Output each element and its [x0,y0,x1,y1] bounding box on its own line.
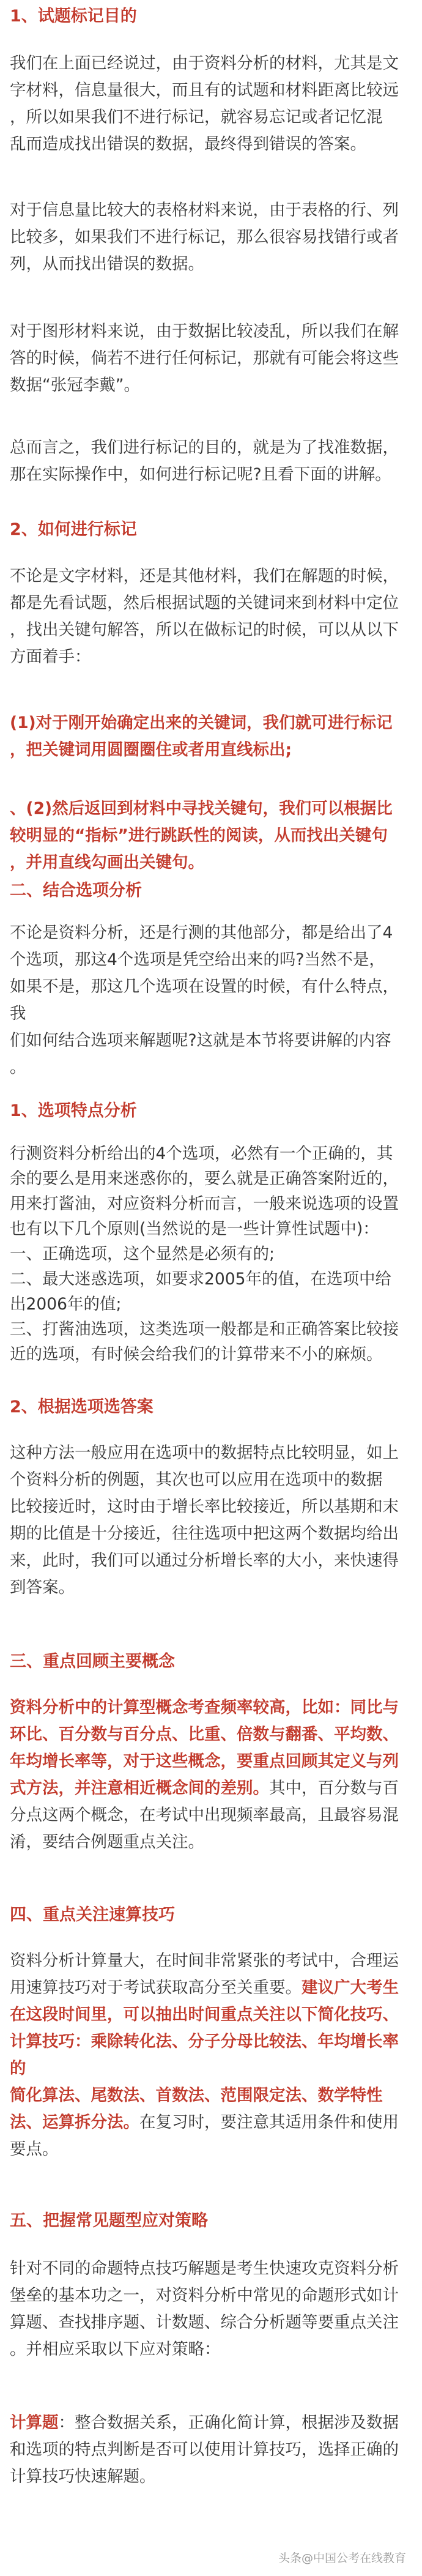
paragraph: 不论是资料分析，还是行测的其他部分，都是给出了4 个选项，那这4个选项是凭空给出来的吗?当然不是， 如果不是，那这几个选项在设置的时候，有什么特点，我 们如何结合选项来解题呢?这就是本节将要讲解的内容 。 [10,923,399,1077]
paragraph: 行测资料分析给出的4个选项，必然有一个正确的，其 余的要么是用来迷惑你的，要么就是正确答案附近的， 用来打酱油，对应资料分析而言，一般来说选项的设置 也有以下几个原则(当然说的是一些计算性试题中)： 一、正确选项，这个显然是必须有的; 二、最大迷惑选项，如要求2005年的值，在选项中给 出2006年的值; 三、打酱油选项，这类选项一般都是和正确答案比较接 近的选项，有时候会给我们的计算带来不小的麻烦。 [10,1144,399,1364]
section-heading: 四、重点关注速算技巧 [10,1905,175,1924]
highlight-text: 计算题 [10,2413,59,2432]
body-text: 其中，百分数与百 分点这两个概念，在考试中出现频率最高，且最容易混 淆，要结合例题重点关注。 [10,1779,399,1852]
highlight-text: 资料分析中的计算型概念考查频率较高，比如：同比与 环比、百分数与百分点、比重、倍数与翻番、平均数、 年均增长率等，对于这些概念，要重点回顾其定义与列 式方法，并注意相近概念间的差别。 [10,1698,399,1798]
paragraph: 总而言之，我们进行标记的目的，就是为了找准数据， 那在实际操作中，如何进行标记呢?且看下面的讲解。 [10,438,399,484]
body-text: 在复习时，要注意其适用条件和使用 要点。 [10,2113,399,2159]
paragraph: 对于信息量比较大的表格材料来说，由于表格的行、列 比较多，如果我们不进行标记，那么很容易找错行或者 列，从而找出错误的数据。 [10,201,399,274]
highlight-paragraph: 、(2)然后返回到材料中寻找关键句，我们可以根据比 较明显的“指标”进行跳跃性的阅读，从而找出关键句 ，并用直线勾画出关键句。 [10,799,393,872]
section-heading: 二、结合选项分析 [10,881,142,900]
paragraph: 我们在上面已经说过，由于资料分析的材料，尤其是文 字材料，信息量很大，而且有的试题和材料距离比较远 ，所以如果我们不进行标记，就容易忘记或者记忆混 乱而造成找出错误的数据，最终得到错误的答案。 [10,54,399,154]
section-heading: 2、根据选项选答案 [10,1398,154,1416]
body-text: 资料分析计算量大，在时间非常紧张的考试中，合理运 用速算技巧对于考试获取高分至关重要。 [10,1951,399,1997]
highlight-text: 建议广大考生 在这段时间里，可以抽出时间重点关注以下简化技巧、 计算技巧：乘除转化法、分子分母比较法、年均增长率的 简化算法、尾数法、首数法、范围限定法、数学特性 法、运算拆分法。 [10,1978,399,2132]
section-heading: 五、把握常见题型应对策略 [10,2211,208,2230]
watermark-text: 头条@中国公考在线教育 [278,2552,406,2565]
paragraph [10,2410,412,2490]
section-heading: 1、试题标记目的 [10,7,137,26]
paragraph: 不论是文字材料，还是其他材料，我们在解题的时候， 都是先看试题，然后根据试题的关键词来到材料中定位 ，找出关键句解答，所以在做标记的时候，可以从以下 方面着手： [10,567,399,666]
paragraph: 针对不同的命题特点技巧解题是考生快速攻克资料分析 堡垒的基本功之一，对资料分析中常见的命题形式如计 算题、查找排序题、计数题、综合分析题等要重点关注 。并相应采取以下应对策略： [10,2259,399,2359]
paragraph [10,1694,412,1856]
body-text: ：整合数据关系，正确化简计算，根据涉及数据 和选项的特点判断是否可以使用计算技巧，选择正确的 计算技巧快速解题。 [10,2413,399,2486]
highlight-paragraph: (1)对于刚开始确定出来的关键词，我们就可进行标记 ，把关键词用圆圈圈住或者用直线标出; [10,713,393,759]
paragraph: 这种方法一般应用在选项中的数据特点比较明显，如上 个资料分析的例题，其次也可以应用在选项中的数据 比较接近时，这时由于增长率比较接近，所以基期和末 期的比值是十分接近，往往选项中把这两个数据均给出 来，此时，我们可以通过分析增长率的大小，来快速得 到答案。 [10,1443,399,1597]
paragraph: 对于图形材料来说，由于数据比较凌乱，所以我们在解 答的时候，倘若不进行任何标记，那就有可能会将这些 数据“张冠李戴”。 [10,322,399,395]
section-heading: 三、重点回顾主要概念 [10,1652,175,1671]
section-heading: 2、如何进行标记 [10,520,137,539]
section-heading: 1、选项特点分析 [10,1101,137,1120]
paragraph [10,1948,412,2163]
